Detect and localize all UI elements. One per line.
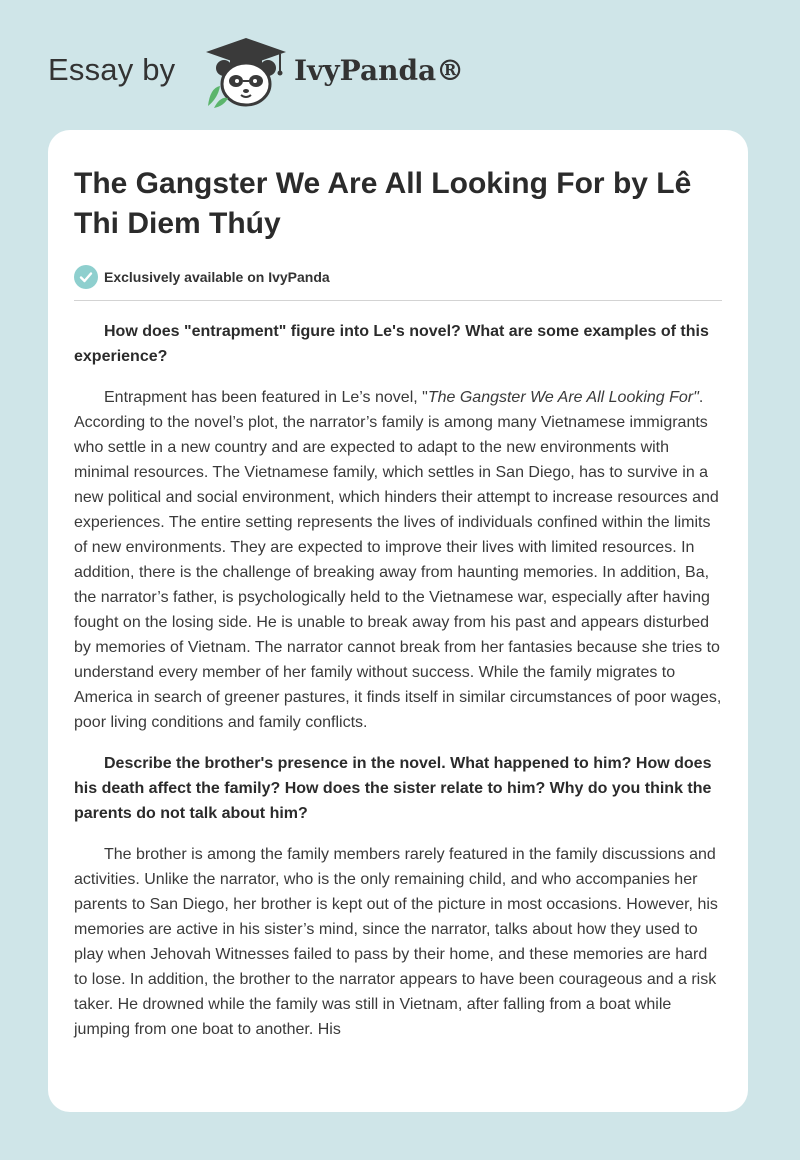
- answer-1: [74, 385, 722, 735]
- essay-card: [48, 130, 748, 1112]
- question-1: How does "entrapment" figure into Le's novel? What are some examples of this experience?: [74, 323, 709, 365]
- brand-name: IvyPanda®: [294, 54, 465, 87]
- exclusive-badge: [74, 264, 722, 290]
- answer-2: The brother is among the family members rarely featured in the family discussions and activities. Unlike the narrator, who is the only remaining child, and who accompanies her parents to San Diego, her brother is kept out of the picture in most occasions. However, his memories are active in his sister’s mind, since the narrator, talks about how they used to play when Jehovah Witnesses failed to pass by their home, and these memories are hard to lose. In addition, the brother to the narrator appears to have been courageous and a risk taker. He drowned while the family was still in Vietnam, after falling from a boat while jumping from one boat to another. His: [74, 846, 718, 1038]
- brand-header: [48, 34, 468, 114]
- question-2: Describe the brother's presence in the novel. What happened to him? How does his death affect the family? How does the sister relate to him? Why do you think the parents do not talk about him?: [74, 755, 712, 822]
- brand-prefix: Essay by: [48, 52, 176, 87]
- novel-title: The Gangster We Are All Looking For": [427, 389, 699, 406]
- panda-logo-icon[interactable]: [200, 36, 292, 115]
- check-icon: [74, 265, 98, 289]
- essay-body: [74, 319, 722, 1042]
- answer-1-lead: Entrapment has been featured in Le’s novel, ": [104, 389, 428, 406]
- answer-1-rest: . According to the novel’s plot, the narrator’s family is among many Vietnamese immigrants who settle in a new country and are expected to adapt to the new environments with minimal resources. The Vietnamese family, which settles in San Diego, has to survive in a new political and social environment, which hinders their attempt to increase resources and experiences. The entire setting represents the lives of individuals confined within the limits of new environments. They are expected to improve their lives with limited resources. In addition, there is the challenge of breaking away from haunting memories. In addition, Ba, the narrator’s father, is psychologically held to the Vietnamese war, especially after having fought on the losing side. He is unable to break away from his past and appears disturbed by memories of Vietnam. The narrator cannot break from her fantasies because she tries to understand every member of her family without success. While the family migrates to America in search of greener pastures, it finds itself in similar circumstances of poor wages, poor living conditions and family conflicts.: [74, 389, 722, 731]
- divider: [74, 300, 722, 301]
- badge-label: Exclusively available on IvyPanda: [104, 269, 330, 285]
- page-title: The Gangster We Are All Looking For by Lê Thi Diem Thúy: [74, 167, 692, 240]
